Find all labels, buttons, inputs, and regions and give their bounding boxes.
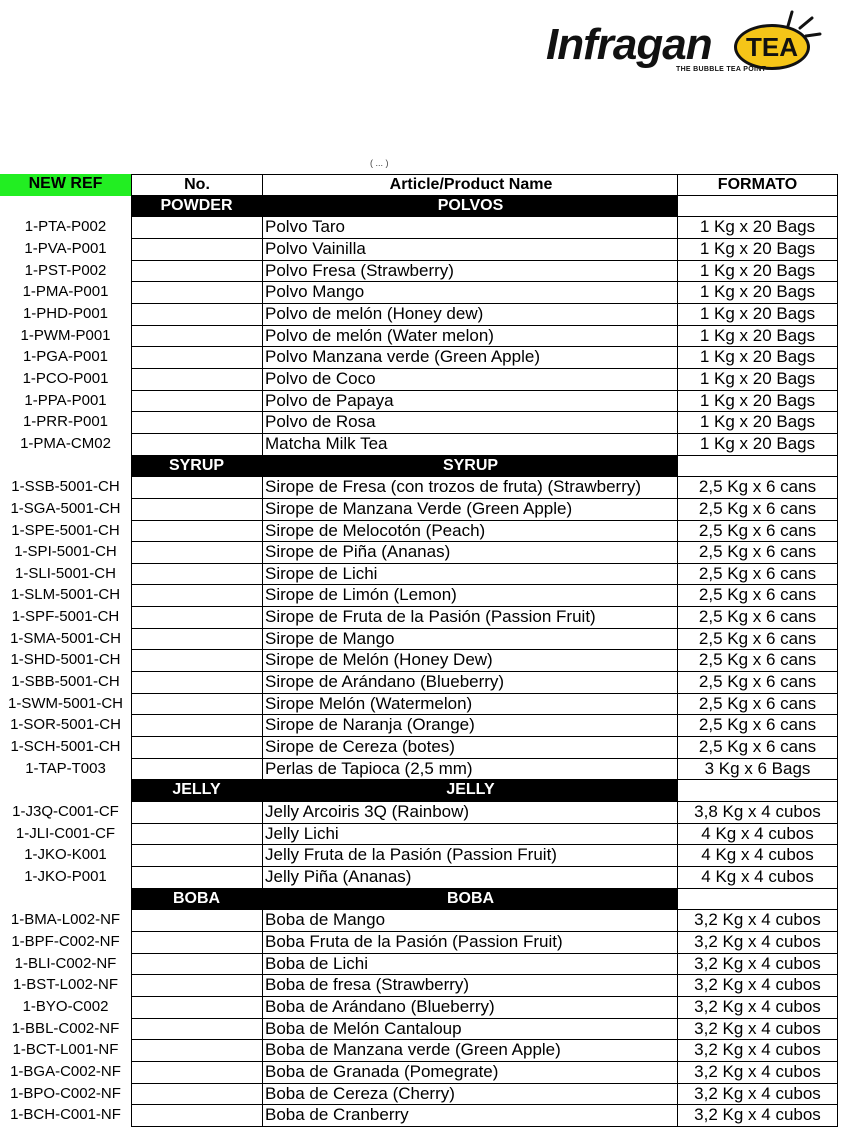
product-format: 1 Kg x 20 Bags	[677, 391, 838, 413]
product-no	[131, 629, 262, 651]
product-ref: 1-BPO-C002-NF	[10, 1084, 121, 1102]
product-format: 3,2 Kg x 4 cubos	[677, 1062, 838, 1084]
table-header-row	[0, 174, 838, 196]
product-name: Sirope de Fruta de la Pasión (Passion Fruit)	[262, 607, 677, 629]
section-code: BOBA	[131, 889, 262, 911]
table-row	[0, 1062, 838, 1084]
product-format: 2,5 Kg x 6 cans	[677, 585, 838, 607]
table-row	[0, 542, 838, 564]
section-code: SYRUP	[131, 456, 262, 478]
section-ref-cell	[0, 889, 131, 911]
product-name: Boba de Cereza (Cherry)	[262, 1084, 677, 1106]
product-format: 2,5 Kg x 6 cans	[677, 629, 838, 651]
product-ref: 1-PWM-P001	[20, 326, 111, 344]
section-ref-cell	[0, 456, 131, 478]
product-no	[131, 715, 262, 737]
product-ref: 1-SLM-5001-CH	[10, 586, 121, 604]
product-ref: 1-BCH-C001-NF	[10, 1106, 121, 1124]
product-name: Polvo Manzana verde (Green Apple)	[262, 347, 677, 369]
table-row	[0, 326, 838, 348]
section-header-row	[0, 456, 838, 478]
stray-mark: ( ... )	[370, 158, 389, 168]
product-ref: 1-SBB-5001-CH	[11, 673, 120, 691]
product-format: 3,8 Kg x 4 cubos	[677, 802, 838, 824]
product-name: Boba de Melón Cantaloup	[262, 1019, 677, 1041]
table-row	[0, 1040, 838, 1062]
table-row	[0, 369, 838, 391]
product-format: 2,5 Kg x 6 cans	[677, 672, 838, 694]
product-format: 4 Kg x 4 cubos	[677, 824, 838, 846]
product-format: 2,5 Kg x 6 cans	[677, 477, 838, 499]
product-format: 2,5 Kg x 6 cans	[677, 564, 838, 586]
product-ref: 1-PRR-P001	[22, 413, 109, 431]
section-format-cell	[677, 456, 838, 478]
product-ref: 1-PMA-CM02	[20, 434, 111, 452]
brand-name: Infragan	[546, 20, 712, 69]
table-row	[0, 759, 838, 781]
header-format: FORMATO	[677, 174, 838, 196]
product-no	[131, 910, 262, 932]
product-no	[131, 564, 262, 586]
product-ref: 1-BGA-C002-NF	[10, 1062, 121, 1080]
product-no	[131, 239, 262, 261]
product-no	[131, 521, 262, 543]
product-ref: 1-SGA-5001-CH	[10, 499, 121, 517]
product-format: 1 Kg x 20 Bags	[677, 261, 838, 283]
brand-logo	[540, 8, 820, 82]
product-ref: 1-SSB-5001-CH	[11, 478, 120, 496]
product-no	[131, 261, 262, 283]
product-name: Polvo Taro	[262, 217, 677, 239]
product-no	[131, 434, 262, 456]
table-row	[0, 932, 838, 954]
table-row	[0, 391, 838, 413]
product-no	[131, 391, 262, 413]
product-ref: 1-PVA-P001	[24, 239, 107, 257]
product-format: 4 Kg x 4 cubos	[677, 867, 838, 889]
section-name: POLVOS	[262, 196, 677, 218]
table-row	[0, 694, 838, 716]
table-row	[0, 585, 838, 607]
section-code: JELLY	[131, 780, 262, 802]
product-no	[131, 759, 262, 781]
product-name: Polvo de melón (Water melon)	[262, 326, 677, 348]
product-no	[131, 1040, 262, 1062]
product-no	[131, 369, 262, 391]
product-no	[131, 282, 262, 304]
section-name: BOBA	[262, 889, 677, 911]
section-name: JELLY	[262, 780, 677, 802]
table-row	[0, 824, 838, 846]
table-row	[0, 239, 838, 261]
table-row	[0, 521, 838, 543]
product-name: Sirope de Naranja (Orange)	[262, 715, 677, 737]
table-row	[0, 802, 838, 824]
product-format: 3,2 Kg x 4 cubos	[677, 1084, 838, 1106]
table-row	[0, 715, 838, 737]
product-ref: 1-PHD-P001	[22, 304, 109, 322]
product-no	[131, 347, 262, 369]
product-name: Sirope de Melón (Honey Dew)	[262, 650, 677, 672]
product-ref: 1-SPI-5001-CH	[14, 543, 117, 561]
product-name: Perlas de Tapioca (2,5 mm)	[262, 759, 677, 781]
product-format: 3,2 Kg x 4 cubos	[677, 932, 838, 954]
product-ref: 1-BYO-C002	[22, 997, 109, 1015]
product-ref: 1-JKO-K001	[24, 846, 107, 864]
product-ref: 1-SOR-5001-CH	[10, 716, 121, 734]
product-ref: 1-PTA-P002	[24, 218, 107, 236]
table-row	[0, 1084, 838, 1106]
product-ref: 1-BPF-C002-NF	[11, 932, 120, 950]
product-format: 1 Kg x 20 Bags	[677, 239, 838, 261]
product-no	[131, 694, 262, 716]
product-no	[131, 650, 262, 672]
product-no	[131, 304, 262, 326]
header-no: No.	[131, 174, 262, 196]
section-format-cell	[677, 889, 838, 911]
header-product-name: Article/Product Name	[262, 174, 677, 196]
product-no	[131, 1084, 262, 1106]
product-ref: 1-BMA-L002-NF	[10, 911, 121, 929]
product-format: 2,5 Kg x 6 cans	[677, 607, 838, 629]
product-name: Sirope de Manzana Verde (Green Apple)	[262, 499, 677, 521]
product-format: 1 Kg x 20 Bags	[677, 282, 838, 304]
table-row	[0, 412, 838, 434]
product-name: Sirope de Piña (Ananas)	[262, 542, 677, 564]
product-name: Boba de fresa (Strawberry)	[262, 975, 677, 997]
product-no	[131, 585, 262, 607]
product-ref: 1-SLI-5001-CH	[15, 564, 116, 582]
product-name: Polvo de Rosa	[262, 412, 677, 434]
table-row	[0, 629, 838, 651]
product-name: Sirope de Melocotón (Peach)	[262, 521, 677, 543]
product-table	[0, 174, 838, 1127]
header-new-ref: NEW REF	[0, 174, 131, 196]
product-ref: 1-PST-P002	[24, 261, 107, 279]
table-row	[0, 845, 838, 867]
product-name: Boba Fruta de la Pasión (Passion Fruit)	[262, 932, 677, 954]
product-ref: 1-TAP-T003	[25, 759, 106, 777]
product-name: Sirope de Fresa (con trozos de fruta) (Strawberry)	[262, 477, 677, 499]
product-name: Polvo de Papaya	[262, 391, 677, 413]
product-format: 1 Kg x 20 Bags	[677, 304, 838, 326]
product-ref: 1-SHD-5001-CH	[10, 651, 121, 669]
section-format-cell	[677, 196, 838, 218]
product-no	[131, 1019, 262, 1041]
product-format: 1 Kg x 20 Bags	[677, 326, 838, 348]
product-name: Polvo Fresa (Strawberry)	[262, 261, 677, 283]
product-ref: 1-BBL-C002-NF	[11, 1019, 120, 1037]
product-name: Polvo de melón (Honey dew)	[262, 304, 677, 326]
product-format: 3,2 Kg x 4 cubos	[677, 1105, 838, 1127]
product-format: 1 Kg x 20 Bags	[677, 434, 838, 456]
section-header-row	[0, 780, 838, 802]
product-name: Boba de Arándano (Blueberry)	[262, 997, 677, 1019]
product-no	[131, 542, 262, 564]
product-no	[131, 499, 262, 521]
table-row	[0, 997, 838, 1019]
product-name: Sirope de Lichi	[262, 564, 677, 586]
table-row	[0, 304, 838, 326]
product-no	[131, 954, 262, 976]
section-header-row	[0, 196, 838, 218]
product-name: Polvo Mango	[262, 282, 677, 304]
product-ref: 1-SPF-5001-CH	[11, 608, 120, 626]
product-ref: 1-PGA-P001	[22, 348, 109, 366]
product-name: Jelly Lichi	[262, 824, 677, 846]
brand-tagline: THE BUBBLE TEA POINT	[676, 66, 767, 73]
table-row	[0, 1105, 838, 1127]
product-format: 1 Kg x 20 Bags	[677, 412, 838, 434]
table-row	[0, 607, 838, 629]
product-name: Polvo de Coco	[262, 369, 677, 391]
product-format: 2,5 Kg x 6 cans	[677, 521, 838, 543]
product-name: Sirope de Cereza (botes)	[262, 737, 677, 759]
product-ref: 1-BLI-C002-NF	[14, 954, 117, 972]
product-name: Boba de Manzana verde (Green Apple)	[262, 1040, 677, 1062]
table-row	[0, 737, 838, 759]
product-format: 3,2 Kg x 4 cubos	[677, 954, 838, 976]
table-row	[0, 954, 838, 976]
section-header-row	[0, 889, 838, 911]
product-format: 2,5 Kg x 6 cans	[677, 715, 838, 737]
table-row	[0, 499, 838, 521]
product-no	[131, 824, 262, 846]
section-name: SYRUP	[262, 456, 677, 478]
product-ref: 1-SPE-5001-CH	[11, 521, 120, 539]
product-name: Sirope de Mango	[262, 629, 677, 651]
product-format: 2,5 Kg x 6 cans	[677, 542, 838, 564]
table-row	[0, 217, 838, 239]
section-ref-cell	[0, 780, 131, 802]
product-format: 3,2 Kg x 4 cubos	[677, 975, 838, 997]
product-format: 4 Kg x 4 cubos	[677, 845, 838, 867]
product-ref: 1-SMA-5001-CH	[10, 629, 121, 647]
product-ref: 1-BST-L002-NF	[12, 976, 119, 994]
section-ref-cell	[0, 196, 131, 218]
table-row	[0, 975, 838, 997]
section-code: POWDER	[131, 196, 262, 218]
product-no	[131, 217, 262, 239]
brand-badge: TEA	[734, 24, 810, 70]
product-no	[131, 412, 262, 434]
product-format: 1 Kg x 20 Bags	[677, 217, 838, 239]
table-row	[0, 1019, 838, 1041]
table-row	[0, 261, 838, 283]
product-name: Sirope de Limón (Lemon)	[262, 585, 677, 607]
product-no	[131, 802, 262, 824]
product-name: Boba de Cranberry	[262, 1105, 677, 1127]
product-no	[131, 737, 262, 759]
product-ref: 1-SCH-5001-CH	[10, 738, 121, 756]
product-name: Matcha Milk Tea	[262, 434, 677, 456]
product-no	[131, 997, 262, 1019]
product-format: 3,2 Kg x 4 cubos	[677, 1019, 838, 1041]
table-row	[0, 564, 838, 586]
product-format: 3,2 Kg x 4 cubos	[677, 1040, 838, 1062]
table-row	[0, 434, 838, 456]
product-no	[131, 477, 262, 499]
product-name: Boba de Mango	[262, 910, 677, 932]
product-ref: 1-J3Q-C001-CF	[12, 803, 119, 821]
product-ref: 1-JLI-C001-CF	[15, 824, 116, 842]
product-no	[131, 932, 262, 954]
product-ref: 1-SWM-5001-CH	[7, 694, 124, 712]
product-format: 1 Kg x 20 Bags	[677, 347, 838, 369]
product-format: 2,5 Kg x 6 cans	[677, 694, 838, 716]
table-row	[0, 910, 838, 932]
table-row	[0, 672, 838, 694]
product-no	[131, 1105, 262, 1127]
product-name: Boba de Lichi	[262, 954, 677, 976]
product-ref: 1-PCO-P001	[22, 369, 109, 387]
product-name: Jelly Fruta de la Pasión (Passion Fruit)	[262, 845, 677, 867]
product-no	[131, 326, 262, 348]
product-no	[131, 1062, 262, 1084]
product-ref: 1-PMA-P001	[22, 283, 109, 301]
product-format: 2,5 Kg x 6 cans	[677, 650, 838, 672]
product-format: 3 Kg x 6 Bags	[677, 759, 838, 781]
table-row	[0, 477, 838, 499]
product-name: Sirope Melón (Watermelon)	[262, 694, 677, 716]
table-row	[0, 347, 838, 369]
product-format: 2,5 Kg x 6 cans	[677, 499, 838, 521]
product-name: Jelly Piña (Ananas)	[262, 867, 677, 889]
table-row	[0, 867, 838, 889]
product-name: Boba de Granada (Pomegrate)	[262, 1062, 677, 1084]
sun-rays-icon	[774, 8, 824, 38]
product-format: 3,2 Kg x 4 cubos	[677, 910, 838, 932]
product-name: Sirope de Arándano (Blueberry)	[262, 672, 677, 694]
product-format: 2,5 Kg x 6 cans	[677, 737, 838, 759]
product-name: Polvo Vainilla	[262, 239, 677, 261]
product-no	[131, 867, 262, 889]
product-ref: 1-BCT-L001-NF	[12, 1041, 119, 1059]
product-no	[131, 607, 262, 629]
table-row	[0, 650, 838, 672]
product-ref: 1-JKO-P001	[24, 868, 107, 885]
product-format: 1 Kg x 20 Bags	[677, 369, 838, 391]
product-no	[131, 672, 262, 694]
product-name: Jelly Arcoiris 3Q (Rainbow)	[262, 802, 677, 824]
product-no	[131, 975, 262, 997]
product-ref: 1-PPA-P001	[24, 391, 107, 409]
table-row	[0, 282, 838, 304]
section-format-cell	[677, 780, 838, 802]
product-no	[131, 845, 262, 867]
product-format: 3,2 Kg x 4 cubos	[677, 997, 838, 1019]
